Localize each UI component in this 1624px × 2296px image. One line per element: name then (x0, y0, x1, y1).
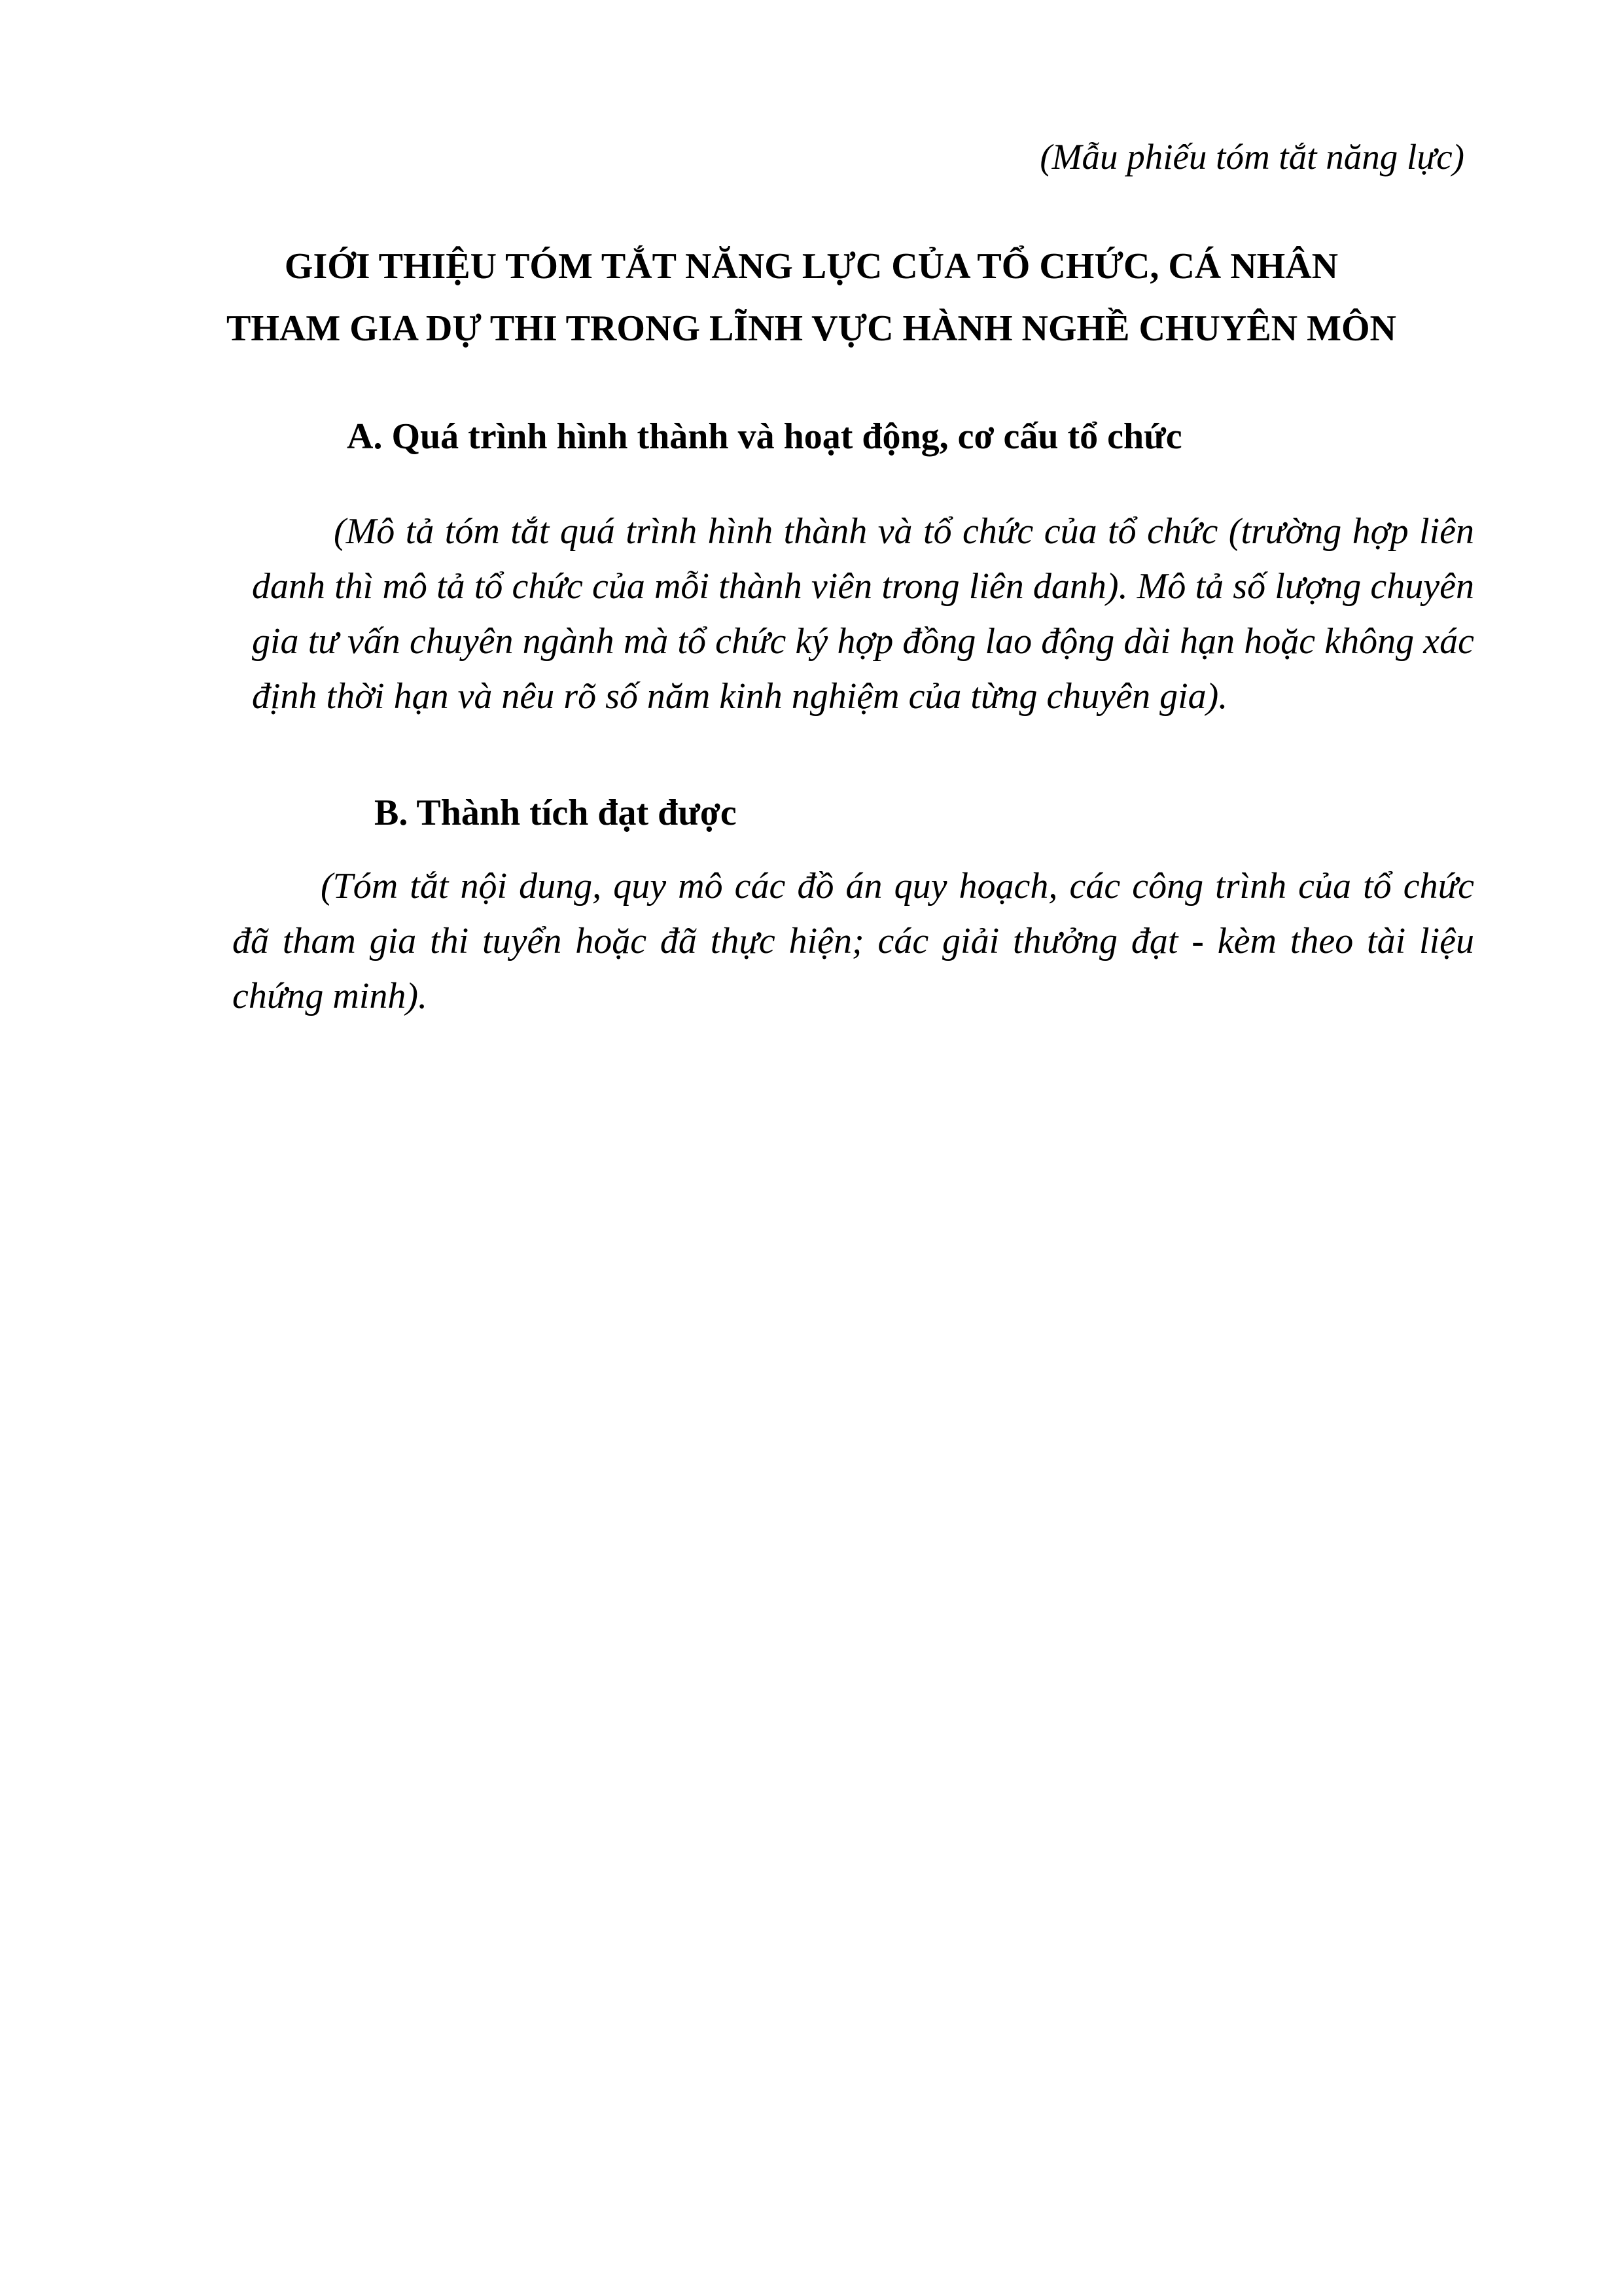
form-note: (Mẫu phiếu tóm tắt năng lực) (1040, 137, 1464, 177)
section-a-heading: A. Quá trình hình thành và hoạt động, cơ cấu tổ chức (347, 416, 1182, 457)
section-b-heading: B. Thành tích đạt được (374, 793, 737, 833)
section-b-body: (Tóm tắt nội dung, quy mô các đồ án quy hoạch, các công trình của tổ chức đã tham gia thi tuyển hoặc đã thực hiện; các giải thưởng đạt - kèm theo tài liệu chứng minh). (232, 866, 1474, 1016)
document-title (164, 236, 1459, 360)
title-line-1: GIỚI THIỆU TÓM TẮT NĂNG LỰC CỦA TỔ CHỨC, CÁ NHÂN (284, 246, 1339, 287)
title-line-2: THAM GIA DỰ THI TRONG LĨNH VỰC HÀNH NGHỀ CHUYÊN MÔN (226, 308, 1396, 349)
section-a-body: (Mô tả tóm tắt quá trình hình thành và tổ chức của tổ chức (trường hợp liên danh thì mô tả tổ chức của mỗi thành viên trong liên danh). Mô tả số lượng chuyên gia tư vấn chuyên ngành mà tổ chức ký hợp đồng lao động dài hạn hoặc không xác định thời hạn và nêu rõ số năm kinh nghiệm của từng chuyên gia). (252, 511, 1474, 717)
